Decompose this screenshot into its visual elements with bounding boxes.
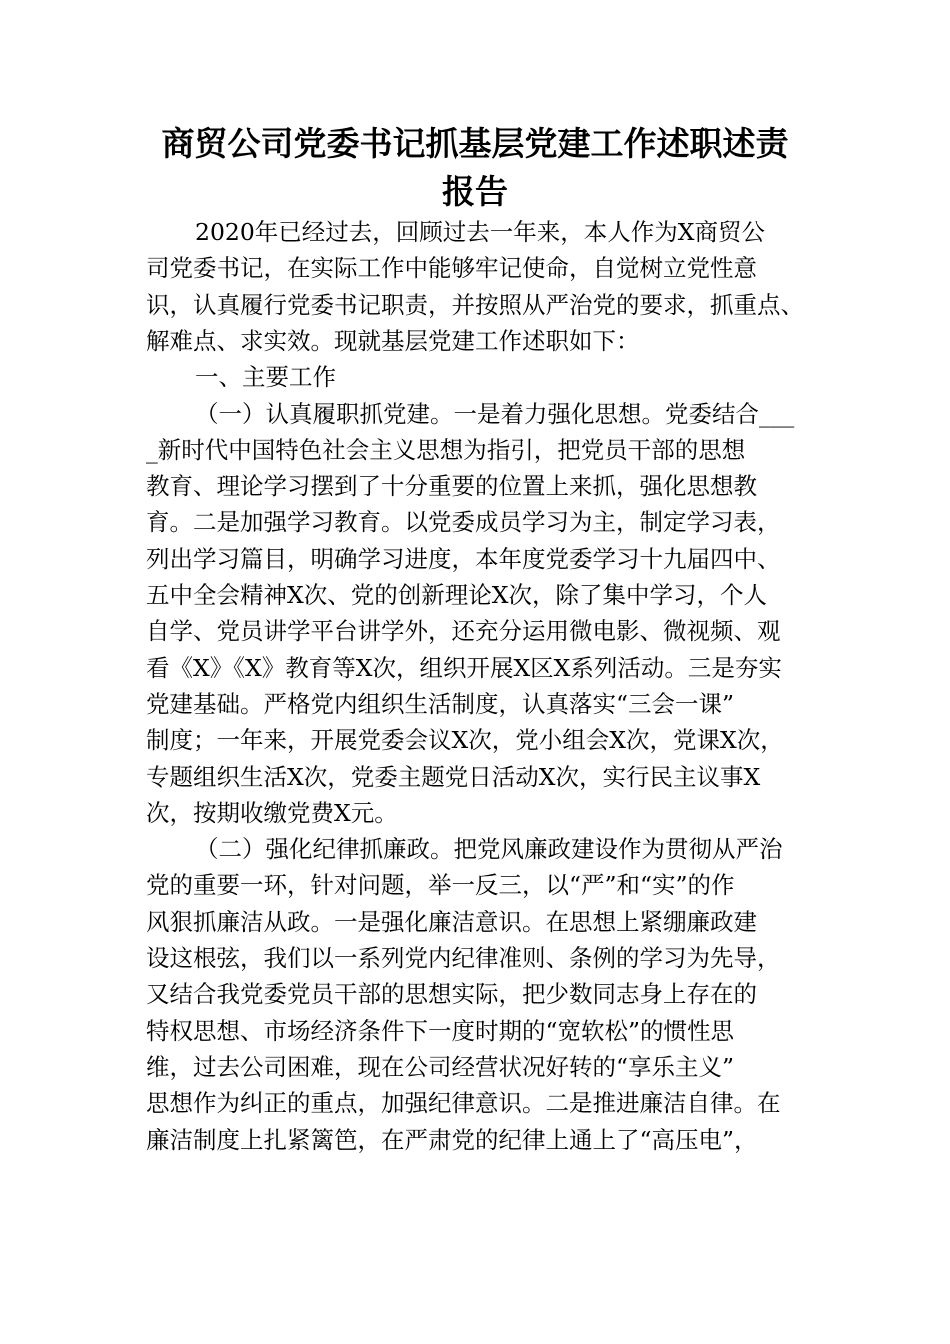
paragraph-line: 五中全会精神X次、党的创新理论X次，除了集中学习，个人 [146, 581, 767, 609]
paragraph-line: 司党委书记，在实际工作中能够牢记使命，自觉树立党性意 [146, 254, 757, 283]
paragraph-line: 党的重要一环，针对问题，举一反三，以“严”和“实”的作 [146, 871, 735, 900]
paragraph-line: 列出学习篇目，明确学习进度，本年度党委学习十九届四中、 [146, 544, 781, 573]
paragraph-line: 廉洁制度上扎紧篱笆，在严肃党的纪律上通上了“高压电”， [146, 1125, 758, 1154]
paragraph-line: 自学、党员讲学平台讲学外，还充分运用微电影、微视频、观 [146, 617, 781, 646]
paragraph-line: 风狠抓廉洁从政。一是强化廉洁意识。在思想上紧绷廉政建 [146, 907, 757, 936]
paragraph-line: 教育、理论学习摆到了十分重要的位置上来抓，强化思想教 [146, 472, 757, 501]
paragraph-line: （二）强化纪律抓廉政。把党风廉政建设作为贯彻从严治 [195, 835, 783, 864]
paragraph-line: 专题组织生活X次，党委主题党日活动X次，实行民主议事X [146, 762, 761, 791]
paragraph-line: 解难点、求实效。现就基层党建工作述职如下： [146, 326, 640, 355]
paragraph-line: 党建基础。严格党内组织生活制度，认真落实“三会一课” [146, 689, 735, 718]
paragraph-line: 制度；一年来，开展党委会议X次，党小组会X次，党课X次， [146, 726, 784, 755]
paragraph-line: 看《X》《X》教育等X次，组织开展X区X系列活动。三是夯实 [146, 653, 782, 682]
paragraph-line: 又结合我党委党员干部的思想实际，把少数同志身上存在的 [146, 980, 757, 1009]
paragraph-line: 一、主要工作 [195, 363, 336, 392]
paragraph-line: 育。二是加强学习教育。以党委成员学习为主，制定学习表， [146, 508, 781, 537]
paragraph-line: 次，按期收缴党费X元。 [146, 798, 398, 827]
paragraph-line: 思想作为纠正的重点，加强纪律意识。二是推进廉洁自律。在 [146, 1089, 781, 1118]
paragraph-line: 识，认真履行党委书记职责，并按照从严治党的要求，抓重点、 [146, 290, 804, 319]
paragraph-line: 维，过去公司困难，现在公司经营状况好转的“享乐主义” [146, 1052, 735, 1081]
paragraph-line: 特权思想、市场经济条件下一度时期的“宽软松”的惯性思 [146, 1016, 735, 1045]
document-title-line-2: 报告 [442, 172, 508, 211]
paragraph-line: 2020年已经过去，回顾过去一年来，本人作为X商贸公 [195, 218, 766, 246]
document-title-line-1: 商贸公司党委书记抓基层党建工作述职述责 [161, 124, 789, 163]
paragraph-line: 设这根弦，我们以一系列党内纪律准则、条例的学习为先导， [146, 944, 781, 972]
paragraph-line: _新时代中国特色社会主义思想为指引，把党员干部的思想 [146, 435, 746, 464]
paragraph-line: （一）认真履职抓党建。一是着力强化思想。党委结合___ [195, 399, 795, 428]
